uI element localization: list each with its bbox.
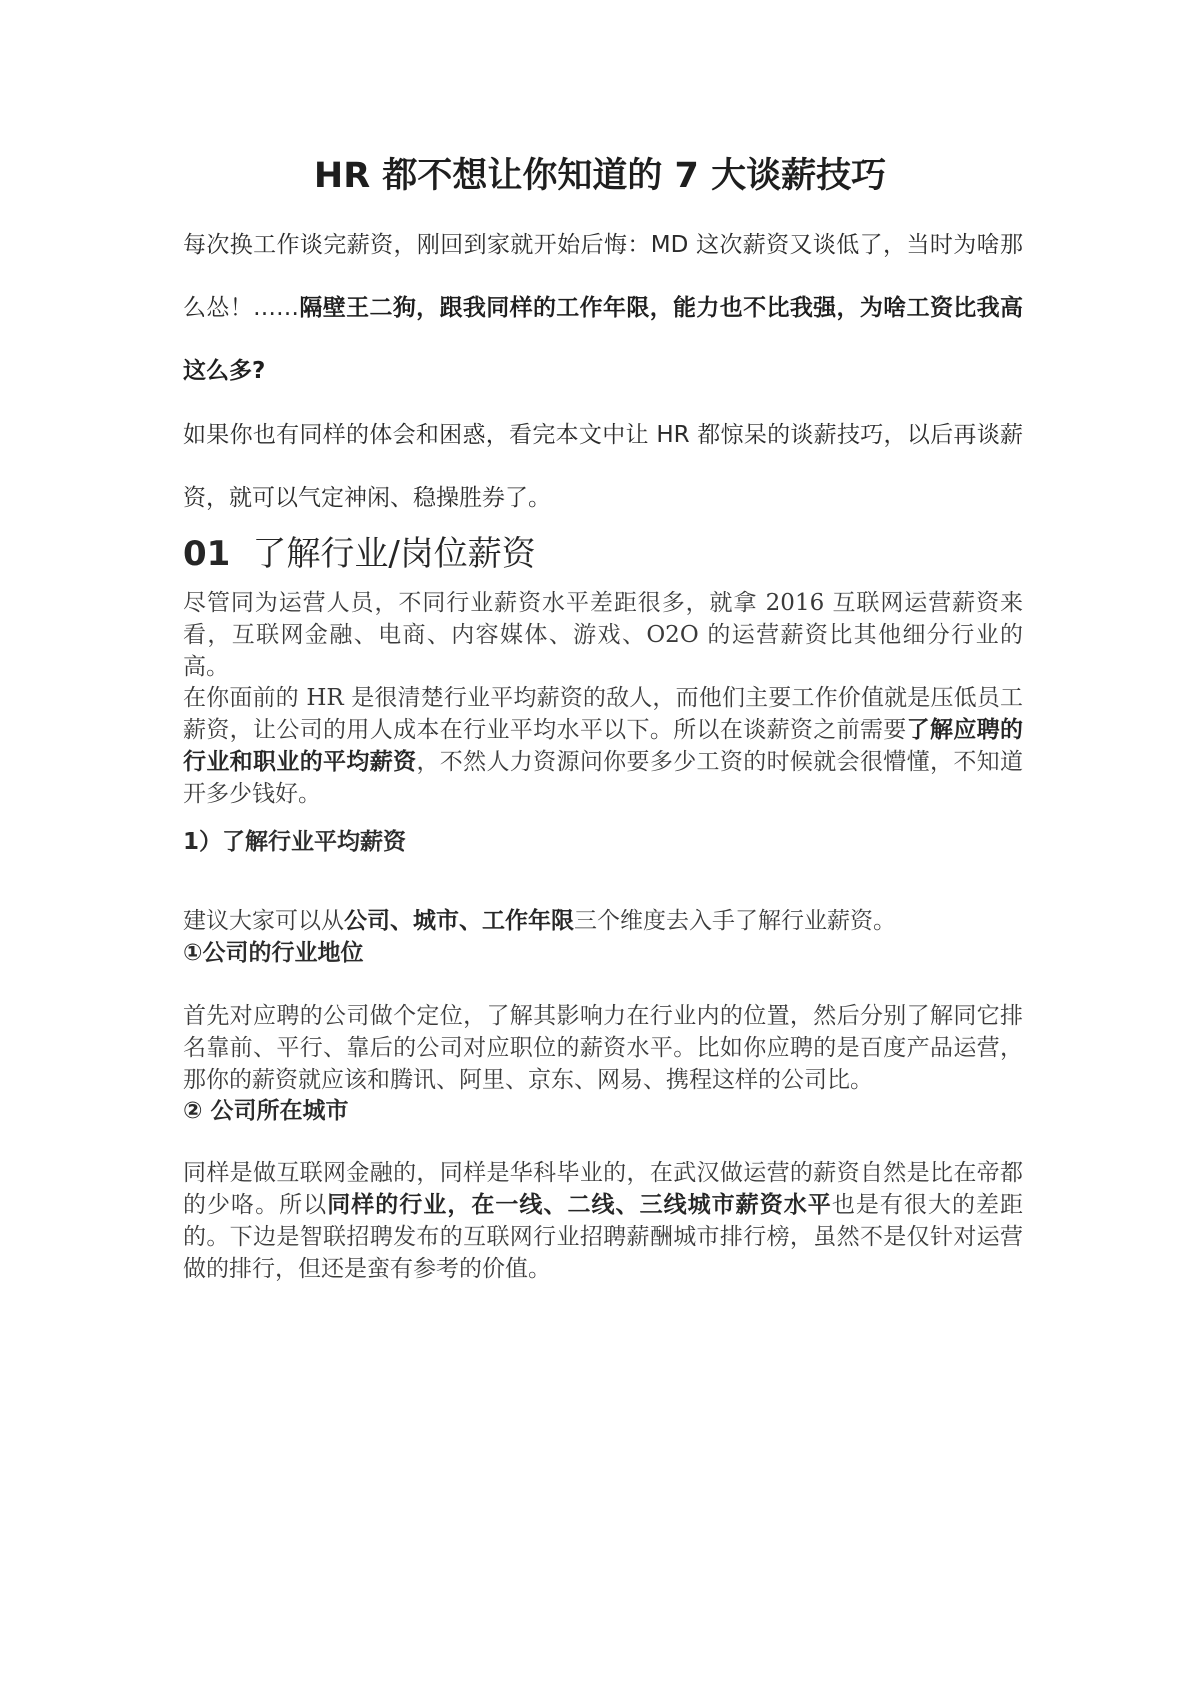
paragraph-text: ，不然人力资源问你要多少工资的时候就会很懵懂，不知道开多少钱好。: [183, 749, 1024, 807]
paragraph-bold-text: 了解应聘的行业和职业的平均薪资: [183, 717, 1024, 775]
intro-paragraph-2: 如果你也有同样的体会和困惑，看完本文中让 HR 都惊呆的谈薪技巧，以后再谈薪资，就可以气定神闲、稳操胜券了。: [183, 422, 1023, 511]
page-title: HR 都不想让你知道的 7 大谈薪技巧: [313, 156, 887, 196]
paragraph-bold-text: 公司、城市、工作年限: [344, 908, 574, 934]
paragraph-text: 建议大家可以从: [183, 908, 344, 934]
subsection-paragraph-1: [183, 905, 1023, 937]
section-paragraph-1: 尽管同为运营人员，不同行业薪资水平差距很多，就拿 2016 互联网运营薪资来看，互联网金融、电商、内容媒体、游戏、O2O 的运营薪资比其他细分行业的高。: [183, 590, 1023, 680]
section-number: 01: [183, 534, 231, 574]
item-paragraph-2: [183, 1157, 1023, 1285]
intro-text: 每次换工作谈完薪资，刚回到家就开始后悔：MD 这次薪资又谈低了，当时为啥那么怂！……: [183, 232, 1023, 321]
intro-paragraph-1: [183, 214, 1023, 403]
section-paragraph-2: [183, 682, 1023, 810]
paragraph-text: 在你面前的 HR 是很清楚行业平均薪资的敌人，而他们主要工作价值就是压低员工薪资，让公司的用人成本在行业平均水平以下。所以在谈薪资之前需要: [183, 685, 1023, 743]
intro-bold-text: 隔壁王二狗，跟我同样的工作年限，能力也不比我强，为啥工资比我高这么多?: [183, 295, 1024, 384]
item-heading-company-city: ② 公司所在城市: [183, 1098, 349, 1124]
section-heading: [183, 531, 1023, 577]
paragraph-text: 同样是做互联网金融的，同样是华科毕业的，在武汉做运营的薪资自然是比在帝都的少咯。所以: [183, 1160, 1023, 1218]
item-heading-company-position: ①公司的行业地位: [183, 940, 364, 966]
paragraph-text: 也是有很大的差距的。下边是智联招聘发布的互联网行业招聘薪酬城市排行榜，虽然不是仅针对运营做的排行，但还是蛮有参考的价值。: [183, 1192, 1024, 1282]
section-title: 了解行业/岗位薪资: [252, 534, 536, 574]
paragraph-text: 三个维度去入手了解行业薪资。: [574, 908, 896, 934]
subheading-industry-average: 1）了解行业平均薪资: [183, 829, 407, 855]
paragraph-bold-text: 同样的行业，在一线、二线、三线城市薪资水平: [327, 1192, 832, 1218]
item-paragraph-1: 首先对应聘的公司做个定位，了解其影响力在行业内的位置，然后分别了解同它排名靠前、平行、靠后的公司对应职位的薪资水平。比如你应聘的是百度产品运营，那你的薪资就应该和腾讯、阿里、京东、网易、携程这样的公司比。: [183, 1003, 1023, 1093]
